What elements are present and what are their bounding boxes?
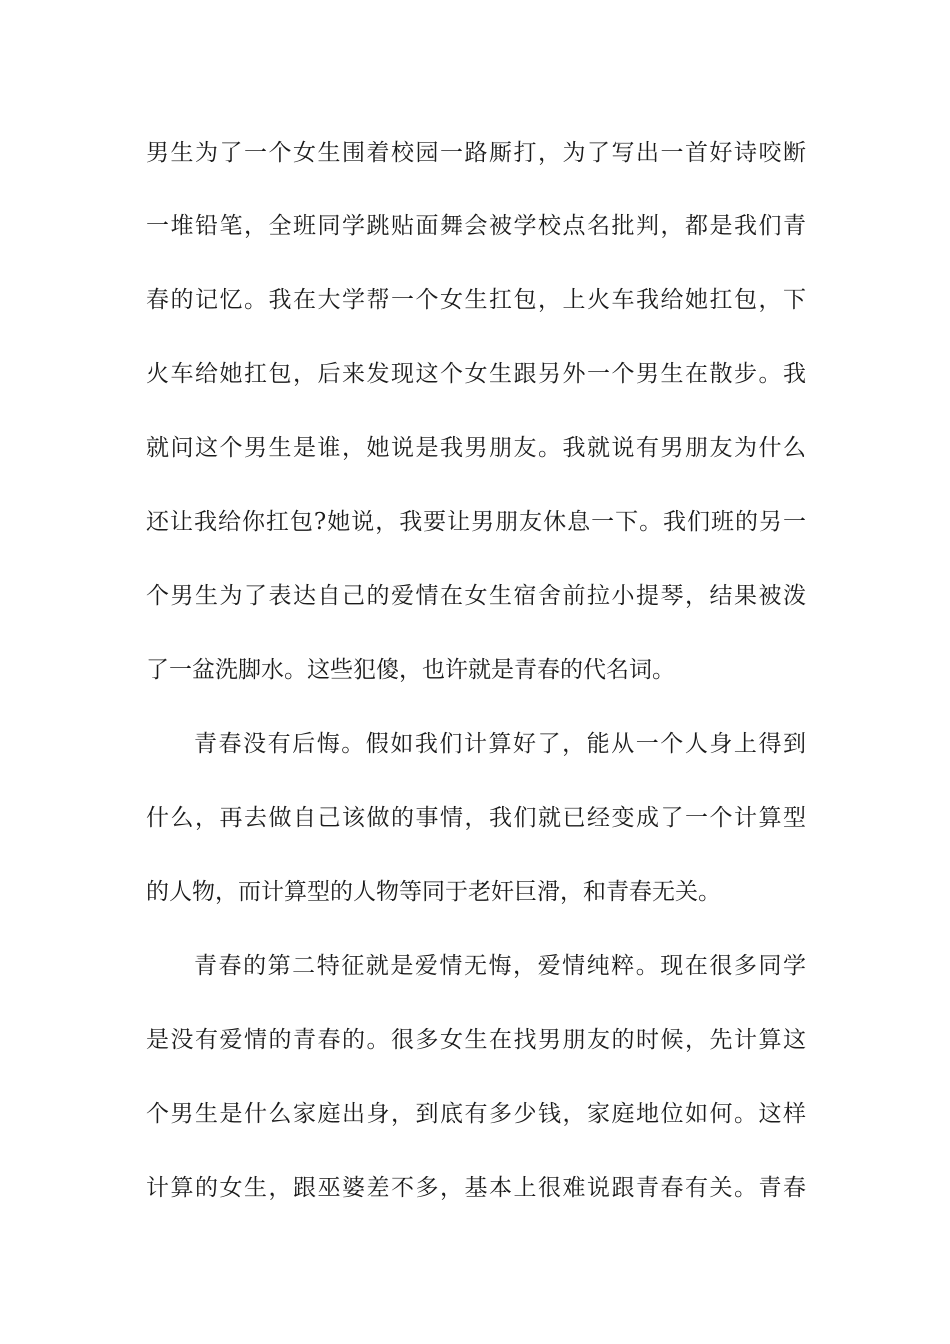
text-line-5: 就问这个男生是谁，她说是我男朋友。我就说有男朋友为什么: [146, 435, 806, 461]
text-line-8: 了一盆洗脚水。这些犯傻，也许就是青春的代名词。: [146, 657, 675, 683]
text-line-14: 个男生是什么家庭出身，到底有多少钱，家庭地位如何。这样: [146, 1101, 806, 1127]
text-line-4: 火车给她扛包，后来发现这个女生跟另外一个男生在散步。我: [146, 361, 806, 387]
text-line-7: 个男生为了表达自己的爱情在女生宿舍前拉小提琴，结果被泼: [146, 583, 806, 609]
text-line-3: 春的记忆。我在大学帮一个女生扛包，上火车我给她扛包，下: [146, 287, 806, 313]
text-line-12: 青春的第二特征就是爱情无悔，爱情纯粹。现在很多同学: [194, 953, 806, 979]
text-line-10: 什么，再去做自己该做的事情，我们就已经变成了一个计算型: [146, 805, 806, 831]
text-line-15: 计算的女生，跟巫婆差不多，基本上很难说跟青春有关。青春: [146, 1175, 806, 1201]
text-line-2: 一堆铅笔，全班同学跳贴面舞会被学校点名批判，都是我们青: [146, 213, 806, 239]
text-line-6: 还让我给你扛包?她说，我要让男朋友休息一下。我们班的另一: [146, 509, 806, 535]
text-line-1: 男生为了一个女生围着校园一路厮打，为了写出一首好诗咬断: [146, 140, 806, 166]
text-line-9: 青春没有后悔。假如我们计算好了，能从一个人身上得到: [194, 731, 806, 757]
text-line-11: 的人物，而计算型的人物等同于老奸巨滑，和青春无关。: [146, 879, 721, 905]
text-line-13: 是没有爱情的青春的。很多女生在找男朋友的时候，先计算这: [146, 1027, 806, 1053]
